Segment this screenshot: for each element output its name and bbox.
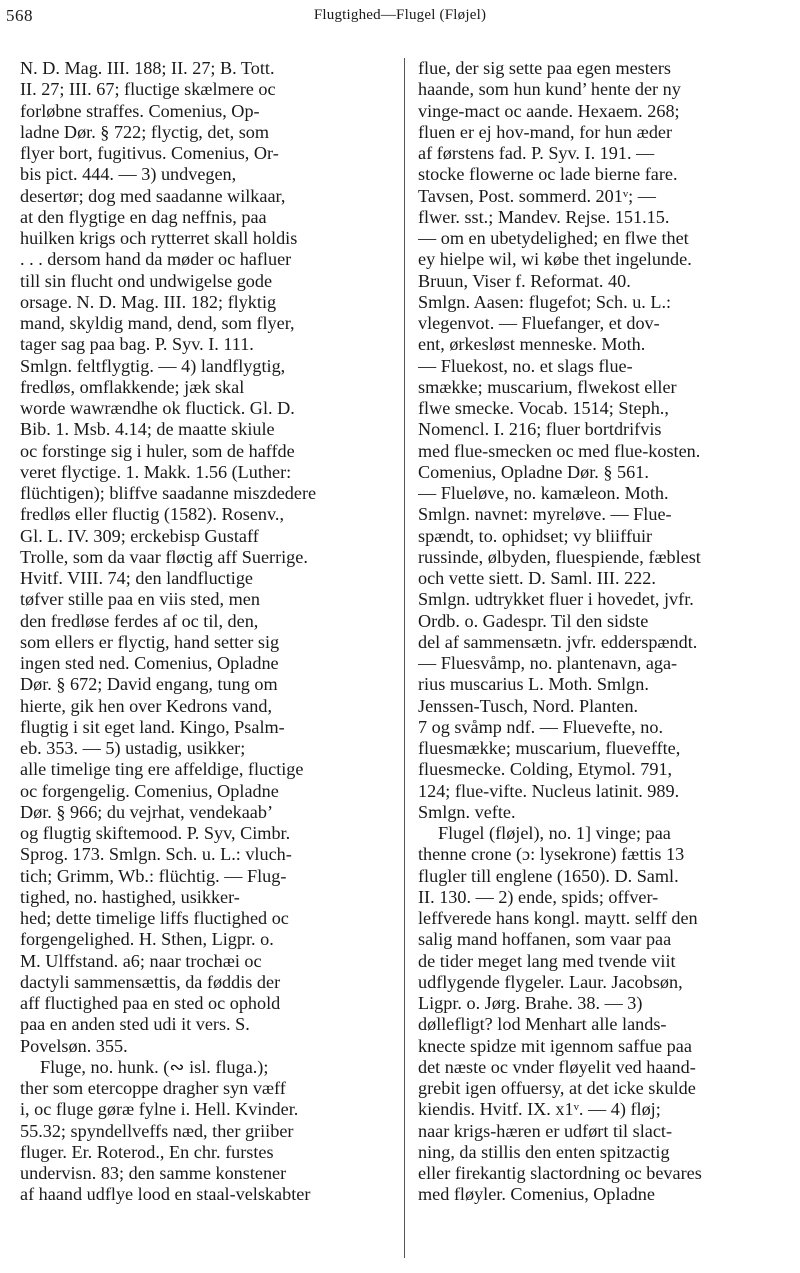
text-line: Fluge, no. hunk. (∾ isl. fluga.); xyxy=(40,1056,269,1077)
text-line: grebit igen offuersy, at det icke skulde xyxy=(418,1078,696,1098)
text-line: ey hielpe wil, wi købe thet ingelunde. xyxy=(418,249,692,270)
text-line: flugler till englene (1650). D. Saml. xyxy=(418,865,679,886)
text-line: — om en ubetydelighed; en flwe thet xyxy=(418,228,689,248)
text-line: huilken krigs och rytterret skall holdis xyxy=(20,228,298,248)
text-line: russinde, ølbyden, fluespiende, fæblest xyxy=(418,546,701,567)
text-line: alle timelige ting ere affeldige, fluctige xyxy=(20,759,304,780)
text-line: haande, som hun kund’ hente der ny xyxy=(418,79,681,100)
text-line: Gl. L. IV. 309; erckebisp Gustaff xyxy=(20,525,259,546)
text-line: Hvitf. VIII. 74; den landfluctige xyxy=(20,568,254,588)
text-line: mand, skyldig mand, dend, som flyer, xyxy=(20,313,295,333)
text-line: N. D. Mag. III. 188; II. 27; B. Tott. xyxy=(20,58,275,78)
text-line: Ligpr. o. Jørg. Brahe. 38. — 3) xyxy=(418,993,643,1013)
page-header xyxy=(0,4,800,34)
text-line: fredløs, omflakkende; jæk skal xyxy=(20,376,245,397)
text-line: tighed, no. hastighed, usikker- xyxy=(20,886,240,907)
text-line: thenne crone (ɔ: lysekrone) fættis 13 xyxy=(418,844,685,865)
text-line: eller firekantig slactordning oc bevares xyxy=(418,1163,702,1183)
text-line: forgengelighed. H. Sthen, Ligpr. o. xyxy=(20,929,274,950)
text-line: fluger. Er. Roterod., En chr. furstes xyxy=(20,1141,274,1162)
text-line: at den flygtige en dag neffnis, paa xyxy=(20,206,267,227)
text-line: leffverede hans kongl. maytt. selff den xyxy=(418,908,698,928)
text-line: Sprog. 173. Smlgn. Sch. u. L.: vluch- xyxy=(20,844,292,865)
text-line: eb. 353. — 5) ustadig, usikker; xyxy=(20,738,246,758)
text-line: som ellers er flyctig, hand setter sig xyxy=(20,631,280,652)
text-line: fluesmække; muscarium, flueveffte, xyxy=(418,738,681,758)
text-line: aff fluctighed paa en sted oc ophold xyxy=(20,993,281,1013)
text-line: ning, da stillis den enten spitzactig xyxy=(418,1141,670,1162)
text-line: flüchtigen); bliffve saadanne miszdedere xyxy=(20,483,317,503)
text-line: oc forstinge sig i huler, som de haffde xyxy=(20,440,295,461)
text-line: hierte, gik hen over Kedrons vand, xyxy=(20,695,273,716)
text-line: flugtig i sit eget land. Kingo, Psalm- xyxy=(20,716,285,737)
text-line: . . . dersom hand da møder oc hafluer xyxy=(20,249,292,270)
text-line: det næste oc vnder fløyelit ved haand- xyxy=(418,1056,696,1077)
text-line: Dør. § 966; du vejrhat, vendekaab’ xyxy=(20,801,274,822)
text-line: spændt, to. ophidset; vy bliiffuir xyxy=(418,525,653,546)
text-line: undervisn. 83; den samme konstener xyxy=(20,1163,287,1183)
text-line: flwer. sst.; Mandev. Rejse. 151.15. xyxy=(418,206,670,227)
text-line: smække; muscarium, flwekost eller xyxy=(418,376,677,397)
text-line: veret flyctige. 1. Makk. 1.56 (Luther: xyxy=(20,461,292,482)
text-line: bis pict. 444. — 3) undvegen, xyxy=(20,164,237,185)
text-line: tich; Grimm, Wb.: flüchtig. — Flug- xyxy=(20,865,287,886)
text-line: Dør. § 672; David engang, tung om xyxy=(20,674,278,695)
text-line: Flugel (fløjel), no. 1] vinge; paa xyxy=(438,823,671,843)
page-number: 568 xyxy=(6,6,33,25)
text-line: forløbne straffes. Comenius, Op- xyxy=(20,100,260,121)
text-line: kiendis. Hvitf. IX. x1ᵛ. — 4) fløj; xyxy=(418,1099,661,1120)
left-column xyxy=(20,58,392,1206)
text-line: vinge-mact oc aande. Hexaem. 268; xyxy=(418,100,680,121)
text-line: del af sammensætn. jvfr. edderspændt. xyxy=(418,631,698,652)
text-line: dactyli sammensættis, da føddis der xyxy=(20,971,281,992)
text-line: døllefligt? lod Menhart alle lands- xyxy=(418,1014,667,1035)
text-line: naar krigs-hæren er udført til slact- xyxy=(418,1120,673,1141)
column-divider xyxy=(404,58,405,1258)
text-line: Povelsøn. 355. xyxy=(20,1035,128,1056)
text-line: med fløyler. Comenius, Opladne xyxy=(418,1184,655,1205)
text-line: ther som etercoppe dragher syn væff xyxy=(20,1078,286,1098)
text-line: Smlgn. navnet: myreløve. — Flue- xyxy=(418,504,672,525)
text-line: salig mand hoffanen, som vaar paa xyxy=(418,929,672,950)
text-line: ladne Dør. § 722; flyctig, det, som xyxy=(20,121,270,142)
text-line: Smlgn. udtrykket fluer i hovedet, jvfr. xyxy=(418,589,694,610)
text-line: oc forgengelig. Comenius, Opladne xyxy=(20,780,279,801)
running-head: Flugtighed—Flugel (Fløjel) xyxy=(313,7,487,23)
text-line: stocke flowerne oc lade bierne fare. xyxy=(418,164,678,185)
text-line: udflygende flygeler. Laur. Jacobsøn, xyxy=(418,971,683,992)
text-line: flue, der sig sette paa egen mesters xyxy=(418,58,672,78)
text-line: fluen er ej hov-mand, for hun æder xyxy=(418,121,673,142)
text-line: Bib. 1. Msb. 4.14; de maatte skiule xyxy=(20,419,275,440)
text-line: — Fluekost, no. et slags flue- xyxy=(418,355,633,376)
text-line: flwe smecke. Vocab. 1514; Steph., xyxy=(418,398,669,418)
text-line: M. Ulffstand. a6; naar trochæi oc xyxy=(20,950,262,971)
text-line: orsage. N. D. Mag. III. 182; flyktig xyxy=(20,291,277,312)
text-line: knecte spidze mit igennom saffue paa xyxy=(418,1035,692,1056)
text-line: de tider meget lang med tvende viit xyxy=(418,950,676,971)
text-line: tøfver stille paa en viis sted, men xyxy=(20,589,260,610)
text-line: Jenssen-Tusch, Nord. Planten. xyxy=(418,695,639,716)
text-line: worde wawrændhe ok fluctick. Gl. D. xyxy=(20,398,295,418)
text-line: vlegenvot. — Fluefanger, et dov- xyxy=(418,313,660,333)
text-line: Nomencl. I. 216; fluer bortdrifvis xyxy=(418,419,662,440)
right-column xyxy=(418,58,790,1206)
text-line: af haand udflye lood en staal-velskabter xyxy=(20,1184,311,1205)
text-line: 124; flue-vifte. Nucleus latinit. 989. xyxy=(418,780,680,801)
text-line: och vette siett. D. Saml. III. 222. xyxy=(418,568,656,588)
text-line: Smlgn. Aasen: flugefot; Sch. u. L.: xyxy=(418,291,672,312)
text-line: Comenius, Opladne Dør. § 561. xyxy=(418,461,649,482)
text-line: 55.32; spyndellveffs næd, ther griiber xyxy=(20,1120,294,1141)
text-line: desertør; dog med saadanne wilkaar, xyxy=(20,185,286,206)
text-line: — Fluesvåmp, no. plantenavn, aga- xyxy=(418,653,678,673)
text-line: fluesmecke. Colding, Etymol. 791, xyxy=(418,759,673,780)
text-line: rius muscarius L. Moth. Smlgn. xyxy=(418,674,649,695)
text-line: den fredløse ferdes af oc til, den, xyxy=(20,610,259,631)
text-line: ingen sted ned. Comenius, Opladne xyxy=(20,653,279,673)
text-line: tager sag paa bag. P. Syv. I. 111. xyxy=(20,334,254,355)
text-line: II. 27; III. 67; fluctige skælmere oc xyxy=(20,79,276,100)
text-line: hed; dette timelige liffs fluctighed oc xyxy=(20,908,289,928)
text-line: 7 og svåmp ndf. — Fluevefte, no. xyxy=(418,716,663,737)
text-line: Ordb. o. Gadespr. Til den sidste xyxy=(418,610,649,631)
text-line: paa en anden sted udi it vers. S. xyxy=(20,1014,250,1035)
text-line: ent, ørkesløst menneske. Moth. xyxy=(418,334,646,355)
text-line: II. 130. — 2) ende, spids; offver- xyxy=(418,886,659,907)
text-line: fredløs eller fluctig (1582). Rosenv., xyxy=(20,504,284,525)
text-line: Trolle, som da vaar fløctig aff Suerrige. xyxy=(20,546,308,567)
text-line: till sin flucht ond undwigelse gode xyxy=(20,270,273,291)
text-line: af førstens fad. P. Syv. I. 191. — xyxy=(418,143,655,163)
text-line: — Flueløve, no. kamæleon. Moth. xyxy=(418,483,669,503)
text-line: Tavsen, Post. sommerd. 201ᵛ; — xyxy=(418,185,656,206)
text-line: Smlgn. vefte. xyxy=(418,801,516,822)
text-line: flyer bort, fugitivus. Comenius, Or- xyxy=(20,143,279,163)
text-line: Bruun, Viser f. Reformat. 40. xyxy=(418,270,631,291)
text-line: og flugtig skiftemood. P. Syv, Cimbr. xyxy=(20,823,291,843)
text-line: med flue-smecken oc med flue-kosten. xyxy=(418,440,701,461)
text-line: i, oc fluge gøræ fylne i. Hell. Kvinder. xyxy=(20,1099,299,1120)
text-line: Smlgn. feltflygtig. — 4) landflygtig, xyxy=(20,355,286,376)
